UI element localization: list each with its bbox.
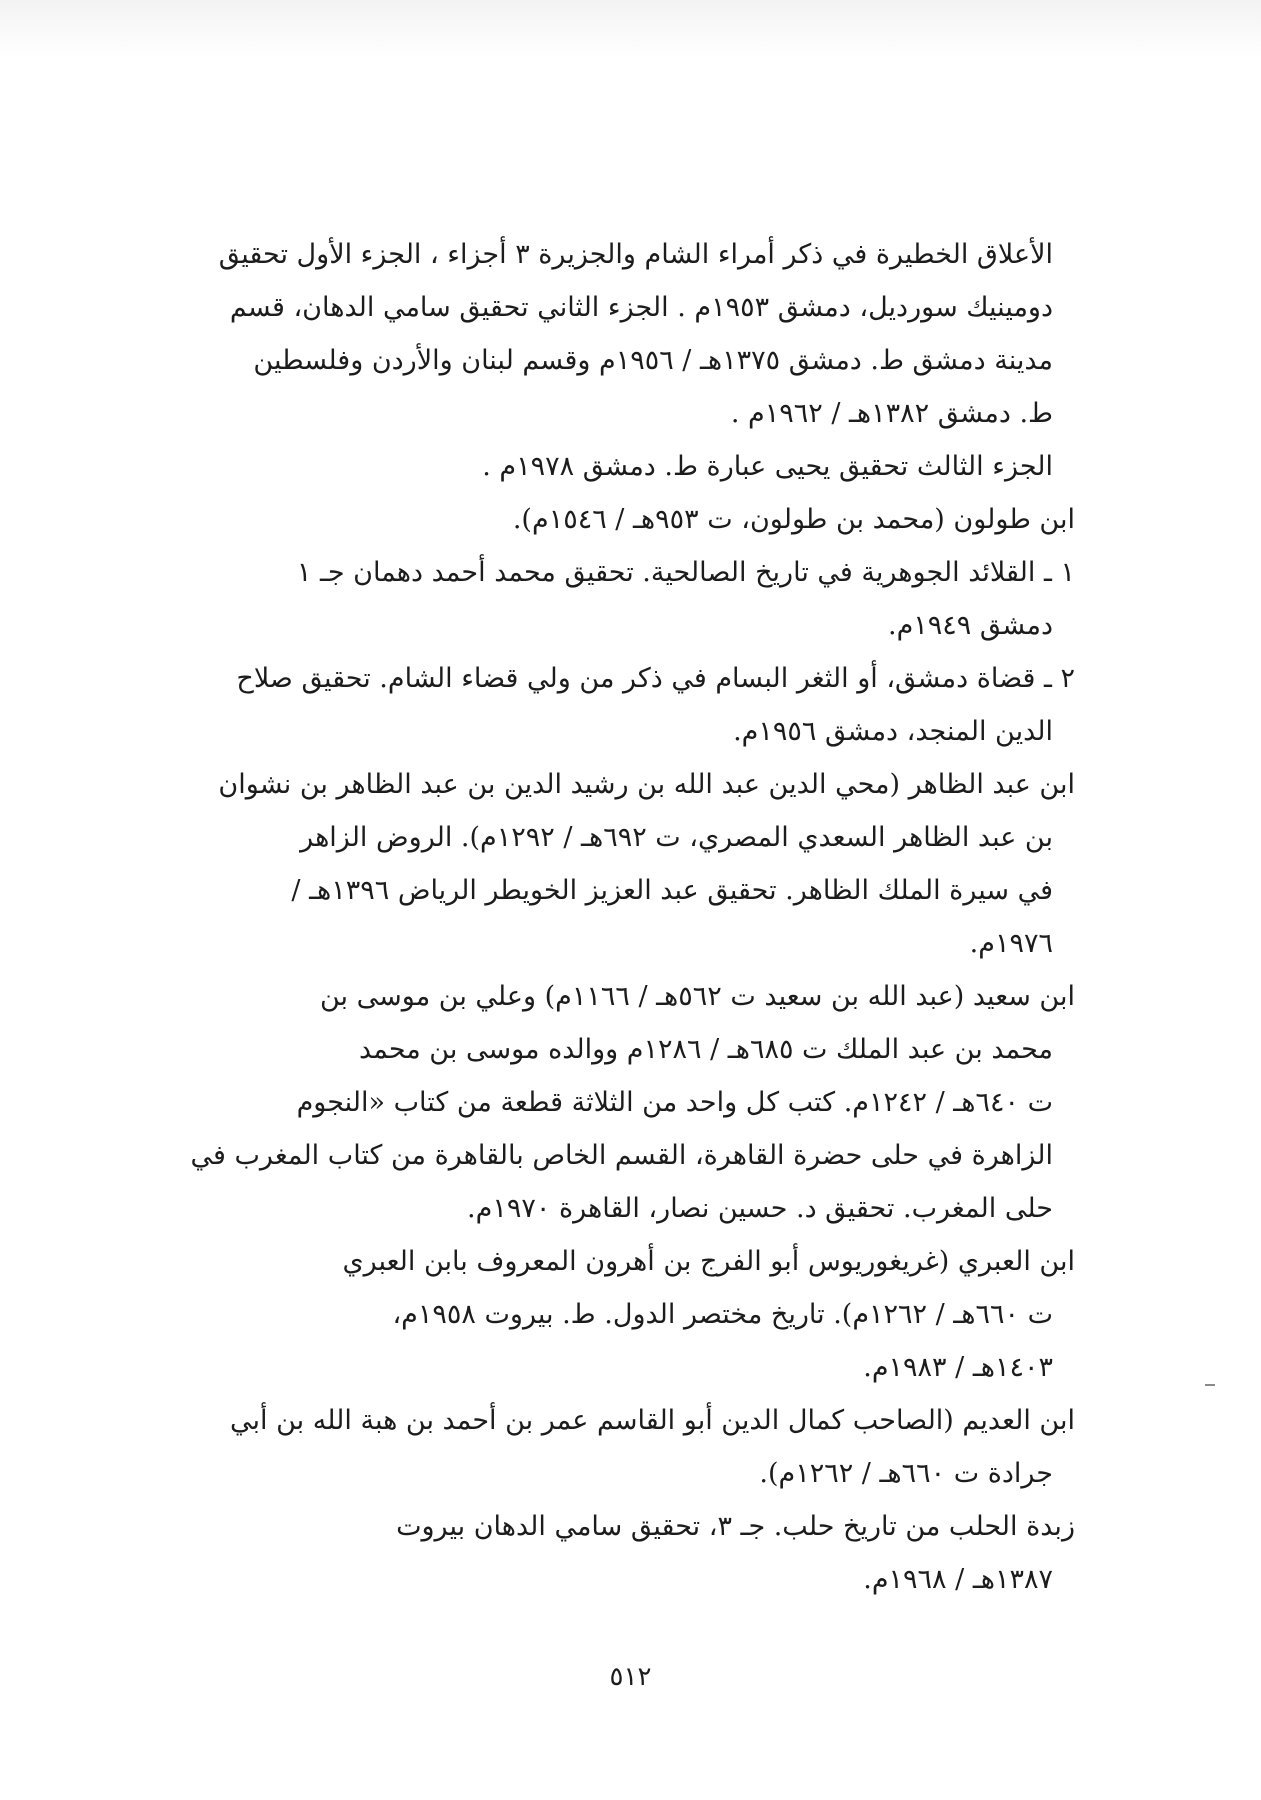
text-line: ت ٦٦٠هـ / ١٢٦٢م). تاريخ مختصر الدول. ط. بيروت ١٩٥٨م، — [392, 1299, 1053, 1330]
text-line: الدين المنجد، دمشق ١٩٥٦م. — [733, 716, 1053, 747]
text-line: ابن العديم (الصاحب كمال الدين أبو القاسم عمر بن أحمد بن هبة الله بن أبي — [229, 1405, 1075, 1436]
text-line: الزاهرة في حلى حضرة القاهرة، القسم الخاص بالقاهرة من كتاب المغرب في — [190, 1140, 1053, 1171]
text-line: في سيرة الملك الظاهر. تحقيق عبد العزيز الخويطر الرياض ١٣٩٦هـ / — [291, 875, 1053, 906]
text-line: الأعلاق الخطيرة في ذكر أمراء الشام والجزيرة ٣ أجزاء ، الجزء الأول تحقيق — [218, 239, 1053, 270]
text-line: ابن طولون (محمد بن طولون، ت ٩٥٣هـ / ١٥٤٦م). — [512, 504, 1075, 535]
text-line: ١ ـ القلائد الجوهرية في تاريخ الصالحية. تحقيق محمد أحمد دهمان جـ ١ — [296, 557, 1075, 588]
text-line: محمد بن عبد الملك ت ٦٨٥هـ / ١٢٨٦م ووالده موسى بن محمد — [359, 1034, 1053, 1065]
scan-top-edge — [0, 0, 1261, 58]
text-line: مدينة دمشق ط. دمشق ١٣٧٥هـ / ١٩٥٦م وقسم لبنان والأردن وفلسطين — [253, 345, 1053, 376]
scan-artifact-mark — [1205, 1384, 1215, 1386]
text-line: دومينيك سورديل، دمشق ١٩٥٣م . الجزء الثاني تحقيق سامي الدهان، قسم — [229, 292, 1053, 323]
page-number: ٥١٢ — [609, 1662, 652, 1692]
text-line: جرادة ت ٦٦٠هـ / ١٢٦٢م). — [759, 1458, 1053, 1489]
text-line: ٢ ـ قضاة دمشق، أو الثغر البسام في ذكر من ولي قضاء الشام. تحقيق صلاح — [236, 663, 1075, 694]
text-line: بن عبد الظاهر السعدي المصري، ت ٦٩٢هـ / ١٢٩٢م). الروض الزاهر — [300, 822, 1053, 853]
text-line: ابن سعيد (عبد الله بن سعيد ت ٥٦٢هـ / ١١٦٦م) وعلي بن موسى بن — [320, 981, 1075, 1012]
text-line: ابن عبد الظاهر (محي الدين عبد الله بن رشيد الدين بن عبد الظاهر بن نشوان — [218, 769, 1075, 800]
text-line: حلى المغرب. تحقيق د. حسين نصار، القاهرة ١٩٧٠م. — [467, 1193, 1053, 1224]
text-line: ١٤٠٣هـ / ١٩٨٣م. — [863, 1352, 1053, 1383]
text-line: زبدة الحلب من تاريخ حلب. جـ ٣، تحقيق سامي الدهان بيروت — [396, 1511, 1075, 1542]
text-line: ١٩٧٦م. — [969, 928, 1053, 959]
text-line: ١٣٨٧هـ / ١٩٦٨م. — [863, 1564, 1053, 1595]
text-line: دمشق ١٩٤٩م. — [887, 610, 1053, 641]
text-line: ط. دمشق ١٣٨٢هـ / ١٩٦٢م . — [730, 398, 1053, 429]
bibliography-text — [150, 228, 1075, 1606]
text-line: ت ٦٤٠هـ / ١٢٤٢م. كتب كل واحد من الثلاثة قطعة من كتاب «النجوم — [296, 1087, 1053, 1118]
text-line: الجزء الثالث تحقيق يحيى عبارة ط. دمشق ١٩٧٨م . — [482, 451, 1053, 482]
text-line: ابن العبري (غريغوريوس أبو الفرج بن أهرون المعروف بابن العبري — [342, 1246, 1075, 1277]
